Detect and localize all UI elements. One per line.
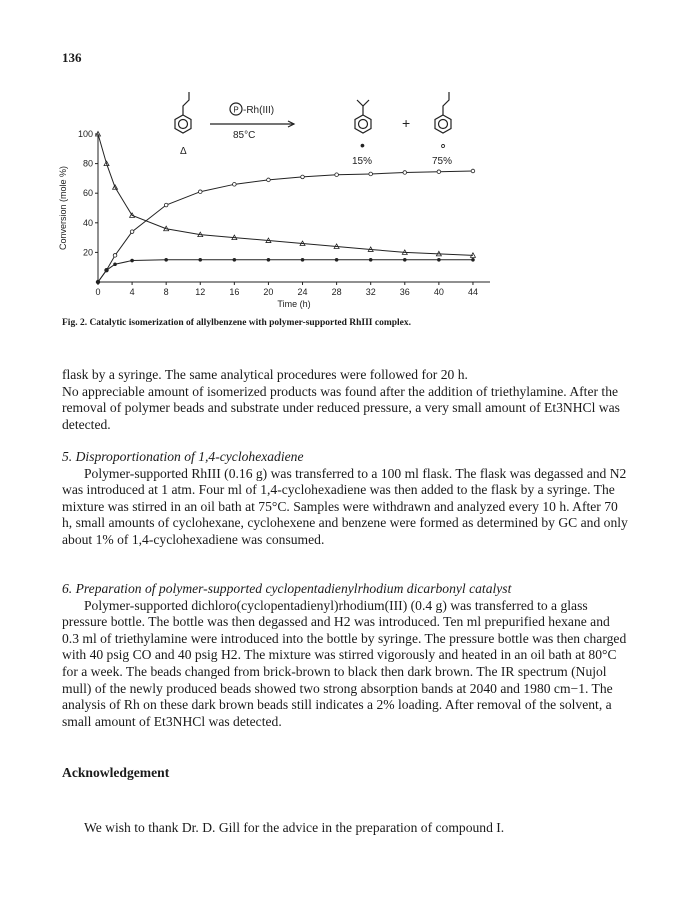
percent-product2: 75%: [432, 156, 453, 167]
intro-paragraph: No appreciable amount of isomerized products was found after the addition of triethylamine. After the removal of polymer beads and substrate under reduced pressure, a very small amount of Et3NHCl was detected.: [62, 383, 620, 432]
series-point-2: [335, 173, 339, 177]
figure: [50, 82, 520, 312]
intro-section: [62, 367, 628, 433]
marker-product1: •: [360, 137, 365, 153]
series-point-3: [164, 258, 168, 262]
series-point-2: [113, 254, 117, 258]
allylbenzene-structure: [175, 92, 191, 133]
x-tick-label: 4: [129, 287, 135, 297]
section-5: [62, 449, 628, 549]
y-tick-label: 20: [82, 247, 93, 258]
series-point-2: [267, 178, 271, 182]
trans-beta-methylstyrene-structure: [435, 92, 451, 133]
series-point-3: [198, 258, 202, 262]
acknowledgement-body: [62, 820, 628, 837]
series-point-2: [369, 172, 373, 176]
series-point-2: [437, 170, 441, 174]
x-tick-label: 0: [95, 287, 101, 297]
section-6: [62, 581, 628, 730]
series-point-3: [403, 258, 407, 262]
y-tick-label: 60: [82, 188, 93, 199]
x-tick-label: 16: [229, 287, 240, 297]
series-point-3: [130, 259, 134, 263]
series-line-2: [98, 171, 473, 282]
series-point-2: [198, 190, 202, 194]
section-6-heading: 6. Preparation of polymer-supported cyclopentadienylrhodium dicarbonyl catalyst: [62, 581, 512, 596]
intro-line1: flask by a syringe. The same analytical procedures were followed for 20 h.: [62, 367, 468, 382]
series-point-2: [233, 183, 237, 187]
x-tick-label: 20: [263, 287, 274, 297]
acknowledgement-heading: Acknowledgement: [62, 765, 170, 780]
caption-text: Fig. 2. Catalytic isomerization of allylbenzene with polymer-supported RhIII complex.: [62, 318, 412, 328]
marker-product2: ∘: [439, 138, 448, 153]
x-tick-label: 12: [195, 287, 206, 297]
acknowledgement-text: We wish to thank Dr. D. Gill for the advice in the preparation of compound I.: [84, 820, 505, 835]
series-point-3: [233, 258, 237, 262]
conversion-chart: [58, 129, 490, 309]
x-tick-label: 24: [297, 287, 308, 297]
x-tick-label: 40: [433, 287, 444, 297]
series-point-3: [267, 258, 271, 262]
series-line-3: [98, 260, 473, 282]
series-point-2: [301, 175, 305, 179]
acknowledgement-section: [62, 765, 628, 782]
marker-reactant: Δ: [180, 146, 187, 157]
section-6-paragraph: Polymer-supported dichloro(cyclopentadienyl)rhodium(III) (0.4 g) was transferred to a glass pressure bottle. The bottle was then degassed and H2 was introduced. Ten ml prepurified hexane and 0.3 ml of triethylamine were introduced into the bottle by syringe. The pressure bottle was then charged with 40 psig CO and 40 psig H2. The mixture was stirred vigorously and heated in an oil bath at 80°C for a week. The beads changed from brick-brown to black then dark brown. The IR spectrum (Nujol mull) of the newly produced beads showed two strong absorption bands at 2040 and 1980 cm−1. The analysis of Rh on these dark brown beads still indicates a 2% loading. After removal of the solvent, a small amount of Et3NHCl was detected.: [62, 597, 627, 729]
y-tick-label: 100: [77, 129, 93, 139]
page-number: 136: [62, 50, 82, 65]
x-axis-label: Time (h): [277, 299, 311, 309]
y-tick-label: 80: [82, 158, 93, 169]
temperature-label: 85°C: [233, 130, 256, 141]
section-5-paragraph: Polymer-supported RhIII (0.16 g) was transferred to a 100 ml flask. The flask was degassed and N2 was introduced at 1 atm. Four ml of 1,4-cyclohexadiene was then added to the flask by a syringe. The mixture was stirred in an oil bath at 75°C. Samples were withdrawn and analyzed every 10 h. After 70 h, small amounts of cyclohexane, cyclohexene and benzene were formed as determined by GC and only about 1% of 1,4-cyclohexadiene was consumed.: [62, 465, 628, 547]
plus-sign: +: [402, 115, 411, 131]
series-point-2: [471, 169, 475, 173]
series-point-3: [335, 258, 339, 262]
y-axis-label: Conversion (mole %): [58, 165, 68, 251]
catalyst-circle-label: P: [233, 105, 239, 115]
cis-beta-methylstyrene-structure: [355, 100, 371, 133]
series-point-2: [164, 203, 168, 207]
series-line-1: [98, 134, 473, 255]
series-point-3: [437, 258, 441, 262]
series-point-3: [96, 280, 100, 284]
x-tick-label: 8: [163, 287, 169, 297]
series-point-3: [301, 258, 305, 262]
series-point-3: [113, 262, 117, 266]
catalyst-label: -Rh(III): [243, 105, 275, 116]
series-point-2: [403, 171, 407, 175]
y-tick-label: 40: [82, 217, 93, 228]
x-tick-label: 44: [467, 287, 478, 297]
x-tick-label: 32: [365, 287, 376, 297]
series-point-3: [369, 258, 373, 262]
section-5-heading: 5. Disproportionation of 1,4-cyclohexadiene: [62, 449, 304, 464]
series-point-3: [105, 268, 109, 272]
x-tick-label: 28: [331, 287, 342, 297]
figure-caption: [62, 318, 642, 328]
x-tick-label: 36: [399, 287, 410, 297]
series-point-2: [130, 230, 134, 234]
series-point-3: [471, 258, 475, 262]
percent-product1: 15%: [352, 156, 373, 167]
